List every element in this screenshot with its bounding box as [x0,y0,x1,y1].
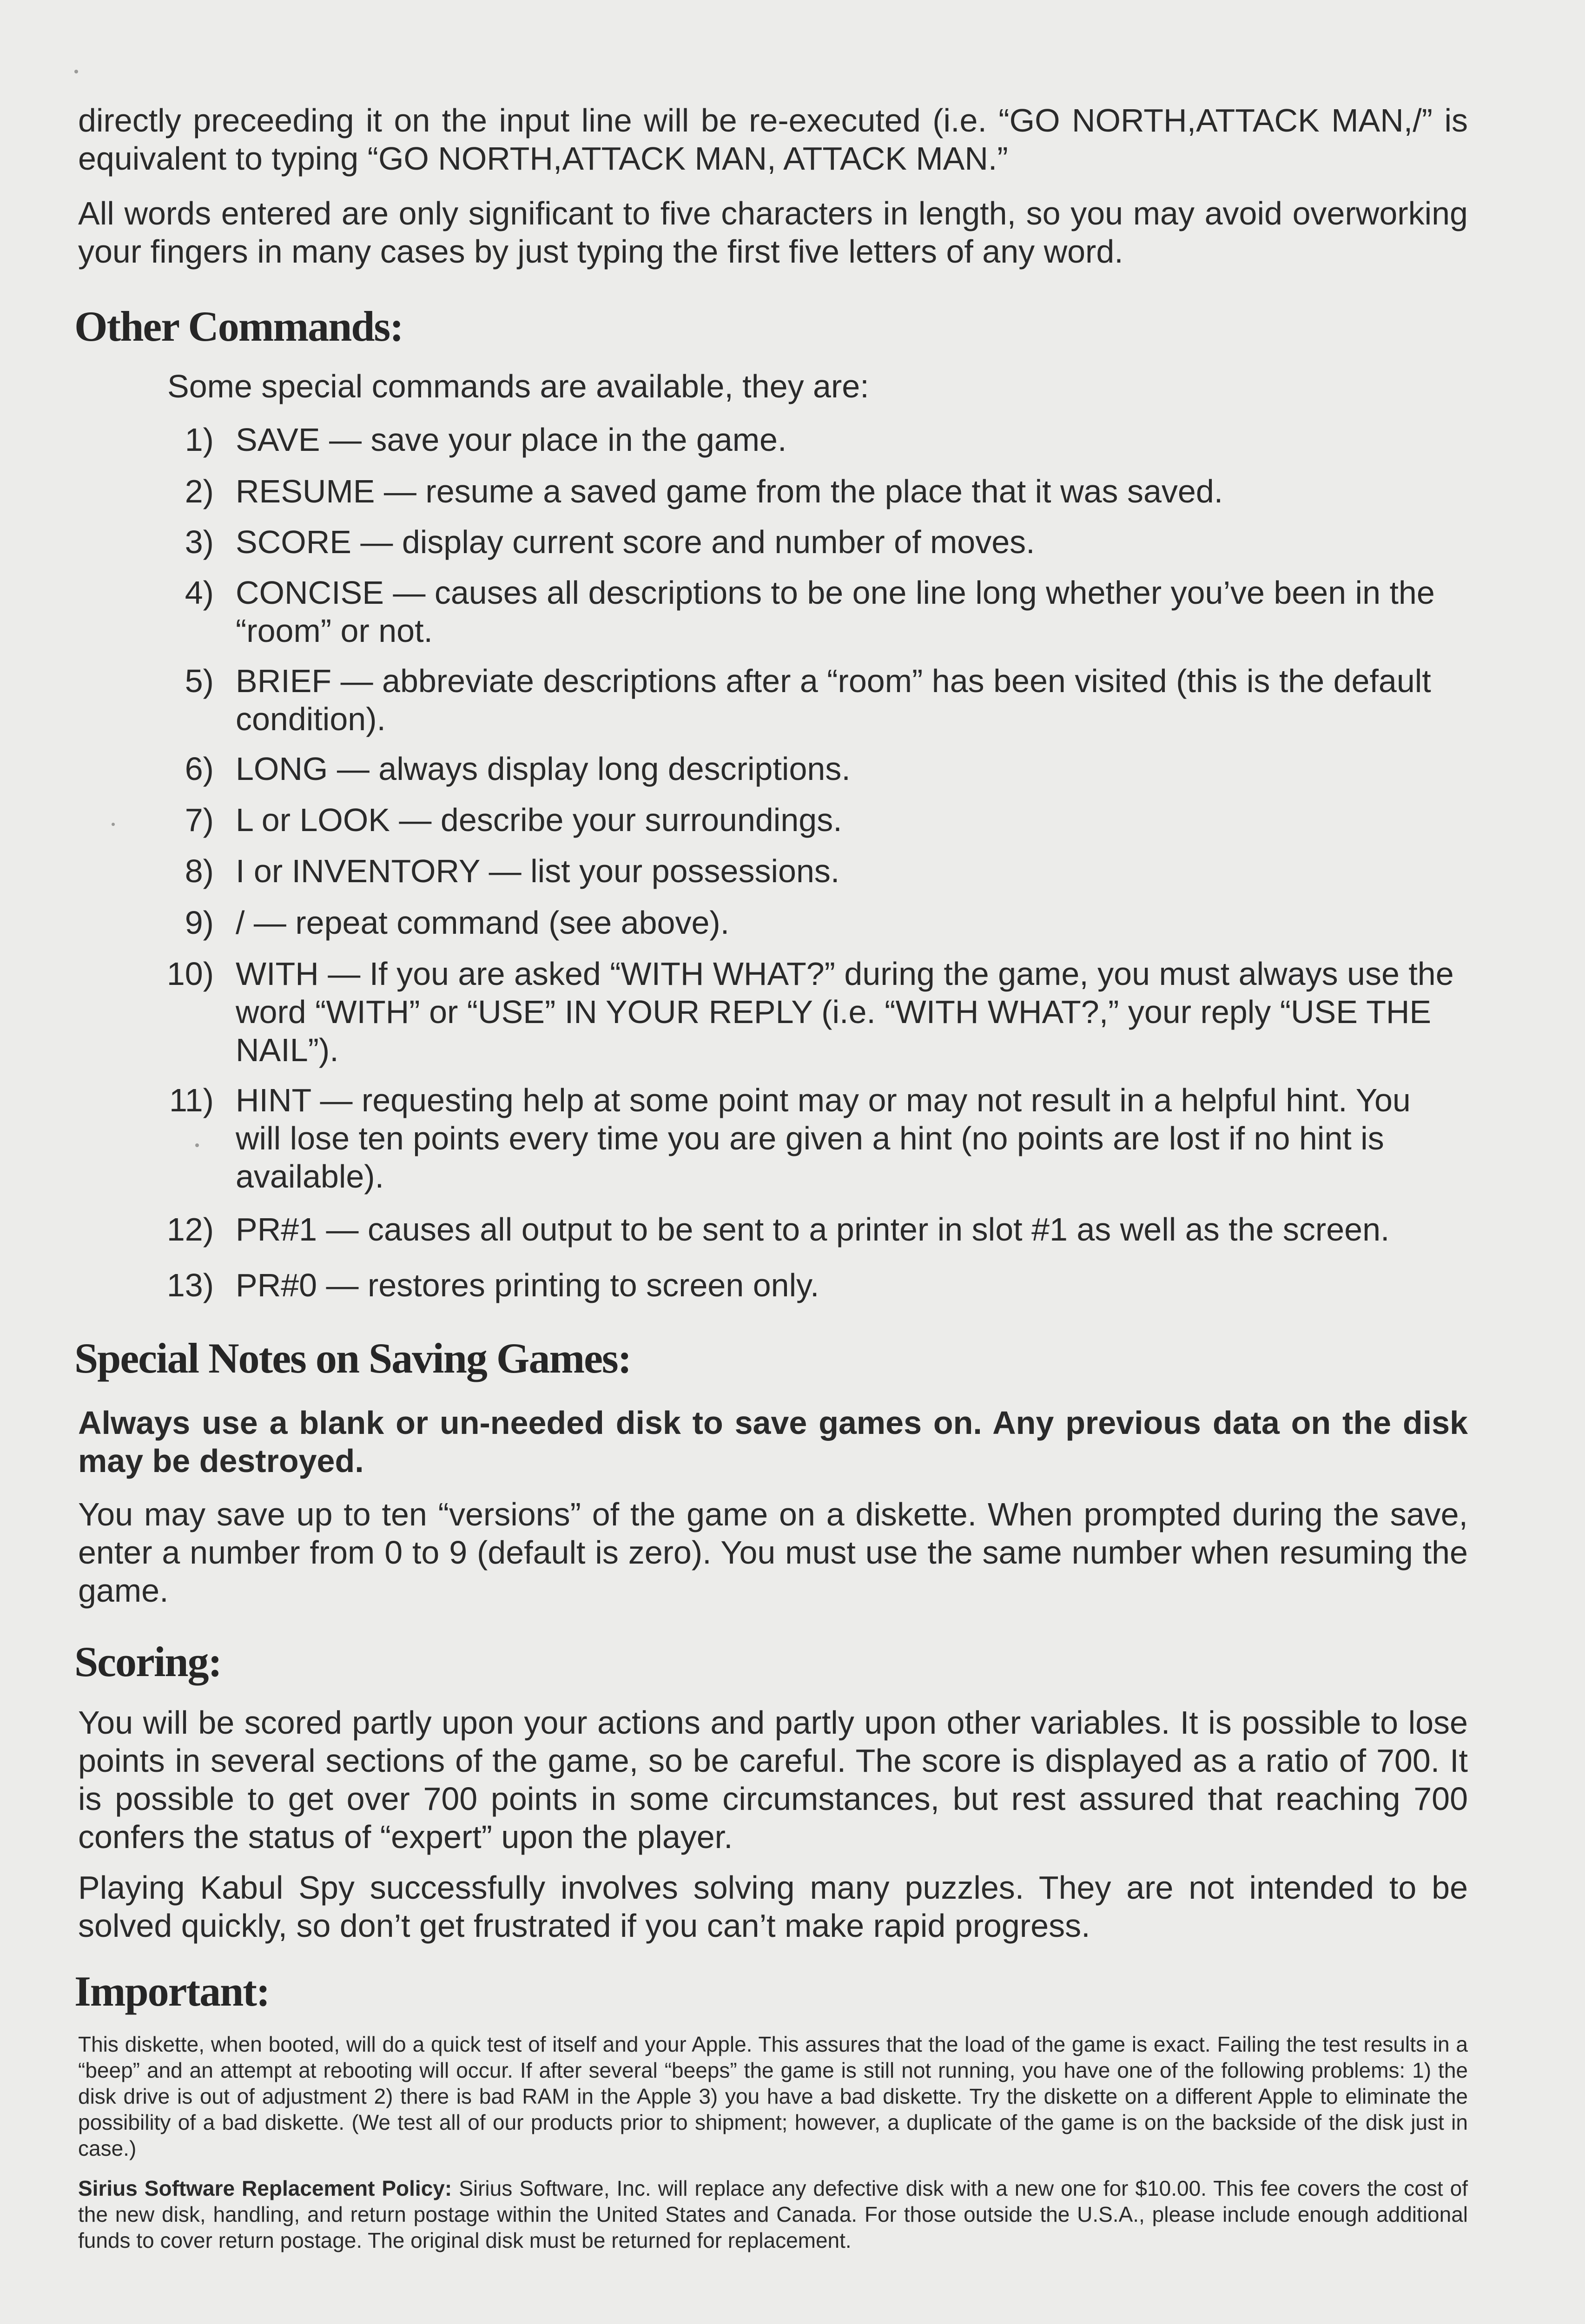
other-commands-heading: Other Commands: [74,303,403,350]
command-number: 6) [185,751,214,787]
command-text: SAVE — save your place in the game. [236,422,787,458]
command-number: 8) [185,853,214,889]
command-number: 13) [166,1267,214,1303]
scoring-paragraph-1: You will be scored partly upon your actions and partly upon other variables. It is possible to lose points in several sections of the game, so be careful. The score is displayed as a ratio of 700. It is possible to get over 700 points in some circumstances, but rest assured that reaching 700 confers the status of “expert” upon the player. [78,1704,1468,1855]
command-number: 12) [166,1211,214,1248]
replacement-policy [78,2175,1468,2253]
command-number: 11) [169,1082,214,1118]
command-number: 1) [185,422,214,458]
paper-speck [74,70,78,73]
command-number: 9) [185,905,214,941]
paper-speck [195,1143,199,1147]
command-text: WITH — If you are asked “WITH WHAT?” during the game, you must always use the word “WITH” or “USE” IN YOUR REPLY (i.e. “WITH WHAT?,” your reply “USE THE NAIL”). [236,956,1454,1068]
command-text: SCORE — display current score and number of moves. [236,524,1035,560]
command-text: I or INVENTORY — list your possessions. [236,853,840,889]
policy-text: Sirius Software, Inc. will replace any defective disk with a new one for $10.00. This fee covers the cost of the new disk, handling, and return postage within the United States and Canada. For those outside the U.S.A., please include enough additional funds to cover return postage. The original disk must be returned for replacement. [78,2176,1468,2252]
commands-intro: Some special commands are available, they are: [167,368,869,404]
command-text: PR#1 — causes all output to be sent to a printer in slot #1 as well as the screen. [236,1211,1390,1248]
saving-warning: Always use a blank or un-needed disk to save games on. Any previous data on the disk may be destroyed. [78,1405,1468,1479]
command-text: / — repeat command (see above). [236,905,730,941]
important-paragraph: This diskette, when booted, will do a quick test of itself and your Apple. This assures that the load of the game is exact. Failing the test results in a “beep” and an attempt at rebooting will occur. If after several “beeps” the game is still not running, you have one of the following problems: 1) the disk drive is out of adjustment 2) there is bad RAM in the Apple 3) you have a bad diskette. Try the diskette on a different Apple to eliminate the possibility of a bad diskette. (We test all of our products prior to shipment; however, a duplicate of the game is on the backside of the disk just in case.) [78,2032,1468,2160]
paper-speck [112,823,115,826]
policy-label: Sirius Software Replacement Policy: [78,2176,452,2200]
command-text: HINT — requesting help at some point may or may not result in a helpful hint. You will lose ten points every time you are given a hint (no points are lost if no hint is available). [236,1082,1411,1195]
saving-body: You may save up to ten “versions” of the game on a diskette. When prompted during the save, enter a number from 0 to 9 (default is zero). You must use the same number when resuming the game. [78,1496,1468,1609]
command-text: RESUME — resume a saved game from the place that it was saved. [236,473,1223,509]
command-number: 7) [185,802,214,838]
saving-games-heading: Special Notes on Saving Games: [74,1334,631,1382]
important-heading: Important: [74,1967,270,2015]
command-number: 4) [185,574,214,611]
command-text: CONCISE — causes all descriptions to be one line long whether you’ve been in the “room” or not. [236,574,1435,649]
command-number: 2) [185,473,214,509]
command-text: LONG — always display long descriptions. [236,751,851,787]
command-text: PR#0 — restores printing to screen only. [236,1267,819,1303]
command-text: L or LOOK — describe your surroundings. [236,802,842,838]
five-characters-paragraph: All words entered are only significant to five characters in length, so you may avoid overworking your fingers in many cases by just typing the first five letters of any word. [78,195,1468,270]
command-number: 10) [166,956,214,992]
continuation-paragraph: directly preceeding it on the input line will be re-executed (i.e. “GO NORTH,ATTACK MAN,/” is equivalent to typing “GO NORTH,ATTACK MAN, ATTACK MAN.” [78,102,1468,177]
scoring-heading: Scoring: [74,1638,222,1685]
scoring-paragraph-2: Playing Kabul Spy successfully involves solving many puzzles. They are not intended to be solved quickly, so don’t get frustrated if you can’t make rapid progress. [78,1869,1468,1944]
command-number: 5) [185,663,214,699]
command-text: BRIEF — abbreviate descriptions after a “room” has been visited (this is the default condition). [236,663,1431,737]
command-number: 3) [185,524,214,560]
